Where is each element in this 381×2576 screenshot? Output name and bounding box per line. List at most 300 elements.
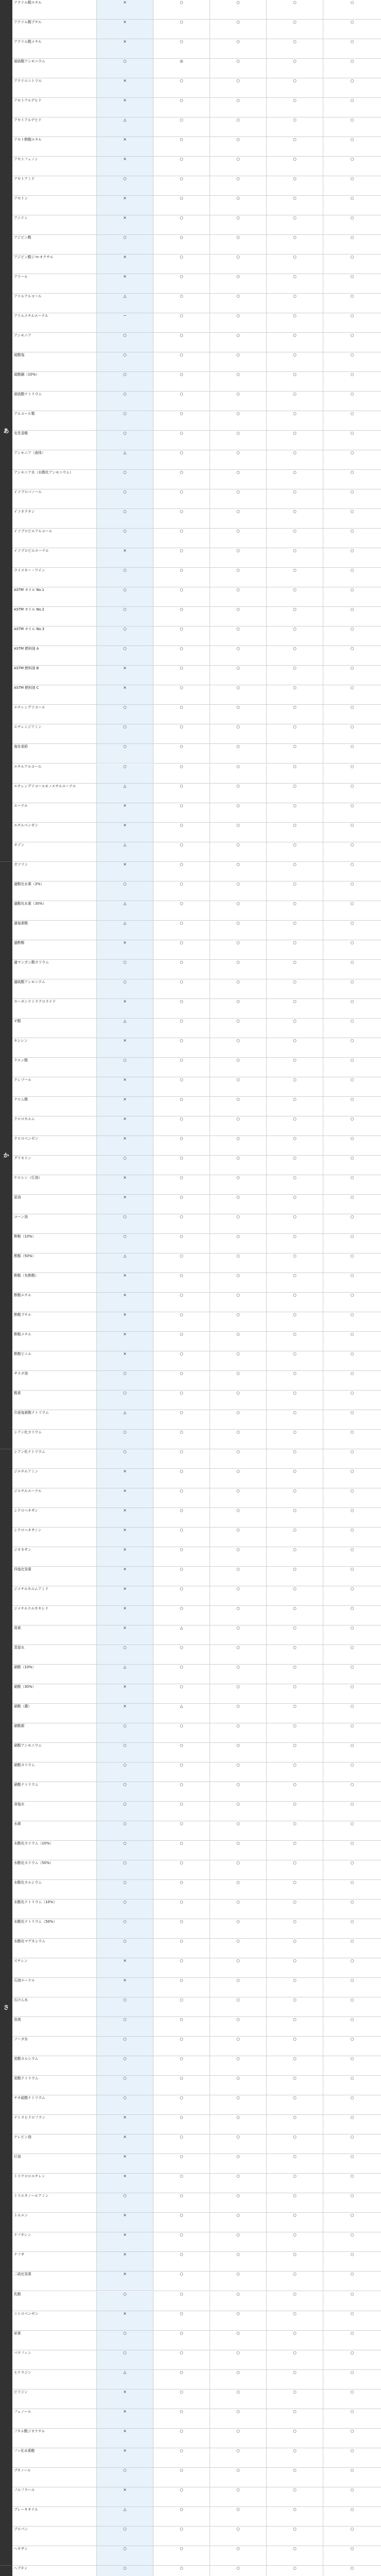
chemical-name: 次亜塩素酸ナトリウム [12, 1410, 97, 1429]
rating-cell: ○ [210, 1723, 267, 1742]
rating-cell: ○ [323, 1488, 381, 1507]
rating-cell: △ [97, 1410, 153, 1429]
rating-cell: ○ [323, 1860, 381, 1879]
rating-cell: ○ [97, 979, 153, 998]
table-row [0, 2154, 381, 2174]
rating-cell: ○ [153, 2468, 210, 2487]
rating-cell: ○ [210, 1488, 267, 1507]
rating-cell: ○ [153, 1058, 210, 1077]
table-row [0, 1743, 381, 1762]
rating-cell: ○ [323, 2115, 381, 2134]
rating-cell: ○ [210, 489, 267, 509]
rating-cell: ○ [267, 470, 323, 489]
chemical-name: アセトアルデヒド [12, 117, 97, 137]
rating-cell: ○ [210, 450, 267, 469]
rating-cell: ○ [267, 1978, 323, 1997]
rating-cell: ○ [97, 1900, 153, 1919]
rating-cell: ○ [323, 255, 381, 274]
rating-cell: ○ [323, 1625, 381, 1645]
rating-cell: ○ [153, 1077, 210, 1096]
rating-cell: ○ [97, 372, 153, 391]
chemical-name: シクロヘキサノン [12, 1528, 97, 1547]
rating-cell: × [97, 1351, 153, 1370]
rating-cell: ○ [153, 1038, 210, 1057]
table-row [0, 255, 381, 274]
rating-cell: ○ [210, 1860, 267, 1879]
rating-cell: ○ [210, 1841, 267, 1860]
rating-cell: ○ [210, 979, 267, 998]
rating-cell: ○ [210, 940, 267, 959]
rating-cell: ○ [267, 1841, 323, 1860]
rating-cell: ○ [323, 2389, 381, 2409]
rating-cell: ○ [323, 2487, 381, 2506]
table-row [0, 2566, 381, 2576]
chemical-name: アンモニア（液体） [12, 450, 97, 469]
table-row [0, 1312, 381, 1332]
rating-cell: ○ [323, 1214, 381, 1233]
rating-cell: ○ [210, 2350, 267, 2369]
rating-cell: ○ [97, 470, 153, 489]
rating-cell: ○ [153, 1880, 210, 1899]
rating-cell: × [97, 2174, 153, 2193]
chemical-name: エチレングリコールモノエチルエーテル [12, 784, 97, 803]
rating-cell: ○ [210, 1645, 267, 1664]
rating-cell: ○ [323, 294, 381, 313]
rating-cell: ○ [153, 2076, 210, 2095]
rating-cell: ○ [210, 960, 267, 979]
rating-cell: × [97, 1136, 153, 1155]
rating-cell: × [97, 1175, 153, 1194]
rating-cell: ○ [97, 960, 153, 979]
rating-cell: ○ [97, 705, 153, 724]
rating-cell: ○ [210, 98, 267, 117]
rating-cell: ○ [323, 901, 381, 920]
chemical-name: プロパン [12, 2527, 97, 2546]
rating-cell: ○ [267, 1821, 323, 1840]
rating-cell: ○ [267, 1136, 323, 1155]
rating-cell: ○ [153, 176, 210, 195]
rating-cell: ○ [323, 1273, 381, 1292]
rating-cell: ○ [153, 2566, 210, 2576]
table-row [0, 274, 381, 294]
rating-cell: ○ [267, 1919, 323, 1938]
rating-cell: ○ [323, 1253, 381, 1273]
rating-cell: ○ [267, 1528, 323, 1547]
rating-cell: ○ [153, 1900, 210, 1919]
rating-cell: × [97, 1606, 153, 1625]
chemical-name: 硝酸（30%） [12, 1684, 97, 1703]
rating-cell: × [97, 1547, 153, 1566]
rating-cell: ○ [267, 2311, 323, 2330]
rating-cell: ○ [153, 1919, 210, 1938]
rating-cell: ○ [267, 1156, 323, 1175]
rating-cell: ○ [210, 1195, 267, 1214]
table-row [0, 2487, 381, 2507]
rating-cell: ○ [323, 1978, 381, 1997]
table-row [0, 1665, 381, 1684]
table-row [0, 1782, 381, 1802]
rating-cell: ○ [153, 705, 210, 724]
table-row [0, 0, 381, 20]
rating-cell: ○ [323, 470, 381, 489]
rating-cell: ○ [267, 39, 323, 58]
rating-cell: ○ [153, 2507, 210, 2526]
rating-cell: ○ [153, 1782, 210, 1801]
rating-cell: ○ [153, 1802, 210, 1821]
table-row [0, 352, 381, 372]
rating-cell: ○ [210, 1782, 267, 1801]
rating-cell: ○ [210, 1038, 267, 1057]
rating-cell: ○ [267, 1625, 323, 1645]
rating-cell: ○ [267, 2448, 323, 2467]
rating-cell: ○ [323, 724, 381, 743]
rating-cell: ○ [153, 1978, 210, 1997]
table-row [0, 509, 381, 529]
chemical-name: ガソリン [12, 862, 97, 881]
rating-cell: ○ [97, 235, 153, 254]
chemical-name: 乳酸 [12, 2292, 97, 2311]
rating-cell: ○ [267, 509, 323, 528]
rating-cell: ○ [267, 1900, 323, 1919]
rating-cell: ○ [267, 2409, 323, 2428]
rating-cell: ○ [323, 509, 381, 528]
rating-cell: ○ [267, 548, 323, 567]
table-row [0, 2331, 381, 2350]
rating-cell: ○ [153, 960, 210, 979]
chemical-name: ジメチルスルホキシド [12, 1606, 97, 1625]
rating-cell: × [97, 666, 153, 685]
rating-cell: ○ [97, 2095, 153, 2114]
rating-cell: ○ [210, 274, 267, 293]
rating-cell: ○ [323, 960, 381, 979]
rating-cell: ○ [267, 2370, 323, 2389]
group-label: あ [0, 0, 12, 862]
rating-cell: ○ [153, 2311, 210, 2330]
rating-cell: ○ [210, 196, 267, 215]
rating-cell: ○ [267, 1116, 323, 1136]
chemical-name: 酢酸（50%） [12, 1253, 97, 1273]
rating-cell: ○ [153, 1273, 210, 1292]
rating-cell: ○ [267, 2252, 323, 2271]
chemical-name: 原油 [12, 1195, 97, 1214]
rating-cell: ○ [267, 882, 323, 901]
table-row [0, 2076, 381, 2095]
rating-cell: ○ [210, 2174, 267, 2193]
rating-cell: ○ [323, 2134, 381, 2154]
rating-cell: ○ [210, 352, 267, 371]
rating-cell: ○ [267, 1195, 323, 1214]
chemical-name: 水酸化ナトリウム（50%） [12, 1919, 97, 1938]
rating-cell: ○ [267, 1449, 323, 1468]
rating-cell: ○ [153, 2389, 210, 2409]
rating-cell: ○ [153, 1547, 210, 1566]
rating-cell: ○ [153, 921, 210, 940]
rating-cell: ○ [210, 2292, 267, 2311]
rating-cell: ○ [97, 1449, 153, 1468]
rating-cell: △ [97, 784, 153, 803]
rating-cell: × [97, 2232, 153, 2251]
table-row [0, 979, 381, 999]
rating-cell: ○ [323, 1469, 381, 1488]
rating-cell: ○ [210, 1684, 267, 1703]
group-label: さ [0, 1449, 12, 2566]
rating-cell: ○ [153, 1332, 210, 1351]
rating-cell: ○ [267, 2429, 323, 2448]
rating-cell: ○ [323, 450, 381, 469]
rating-cell: ○ [267, 372, 323, 391]
rating-cell: × [97, 2154, 153, 2173]
chemical-name: 過酸化水素（3%） [12, 882, 97, 901]
rating-cell: ○ [210, 784, 267, 803]
rating-cell: ○ [153, 2037, 210, 2056]
rating-cell: ○ [267, 568, 323, 587]
rating-cell: ○ [210, 2311, 267, 2330]
rating-cell: ○ [323, 1508, 381, 1527]
chemical-name: 水銀 [12, 1821, 97, 1840]
rating-cell: ○ [97, 744, 153, 763]
rating-cell: × [97, 1488, 153, 1507]
table-row [0, 1449, 381, 1469]
rating-cell: △ [97, 2370, 153, 2389]
rating-cell: ○ [153, 587, 210, 606]
rating-cell: × [97, 2389, 153, 2409]
rating-cell: ○ [97, 333, 153, 352]
rating-cell: ○ [210, 1332, 267, 1351]
rating-cell: ○ [210, 1136, 267, 1155]
rating-cell: × [97, 685, 153, 704]
table-row [0, 1997, 381, 2017]
rating-cell: ○ [323, 1665, 381, 1684]
rating-cell: ○ [323, 98, 381, 117]
rating-cell: ○ [97, 1058, 153, 1077]
rating-cell: ○ [210, 2389, 267, 2409]
rating-cell: ○ [267, 1332, 323, 1351]
rating-cell: ○ [323, 1410, 381, 1429]
chemical-name: カーボンテトラクロライド [12, 999, 97, 1018]
rating-cell: ○ [153, 2409, 210, 2428]
table-row [0, 489, 381, 509]
table-row [0, 2409, 381, 2429]
rating-cell: ○ [267, 842, 323, 861]
rating-cell: ○ [323, 1293, 381, 1312]
rating-cell: ○ [153, 137, 210, 156]
rating-cell: ○ [210, 157, 267, 176]
table-row [0, 2174, 381, 2193]
rating-cell: ○ [153, 2115, 210, 2134]
rating-cell: ○ [210, 1430, 267, 1449]
chemical-name: アリール [12, 274, 97, 293]
table-row [0, 20, 381, 39]
rating-cell: ○ [210, 1586, 267, 1605]
rating-cell: △ [97, 901, 153, 920]
chemical-name: トリエタノールアミン [12, 2193, 97, 2212]
rating-cell: ○ [323, 1900, 381, 1919]
rating-cell: ○ [97, 1430, 153, 1449]
rating-cell: ○ [210, 2429, 267, 2448]
rating-cell: ○ [153, 1762, 210, 1782]
chemical-name: ブタノール [12, 2468, 97, 2487]
rating-cell: ○ [210, 333, 267, 352]
rating-cell: × [97, 1038, 153, 1057]
rating-cell: △ [153, 1704, 210, 1723]
rating-cell: ○ [323, 1430, 381, 1449]
chemical-name: 臭素 [12, 1625, 97, 1645]
rating-cell: ○ [153, 979, 210, 998]
table-row [0, 784, 381, 803]
rating-cell: ○ [97, 2037, 153, 2056]
rating-cell: ○ [153, 1351, 210, 1370]
chemical-name: 尿素 [12, 2331, 97, 2350]
rating-cell: ○ [267, 803, 323, 822]
rating-cell: × [97, 0, 153, 19]
chemical-name: 硫酸塩 [12, 352, 97, 371]
table-row [0, 705, 381, 724]
rating-cell: ○ [323, 2056, 381, 2075]
rating-cell: ○ [267, 2331, 323, 2350]
rating-cell: ○ [210, 2272, 267, 2291]
rating-cell: ○ [267, 2389, 323, 2409]
rating-cell: ○ [153, 999, 210, 1018]
table-row [0, 1175, 381, 1195]
chemical-name: アセトアルデヒド [12, 98, 97, 117]
table-row [0, 1547, 381, 1567]
chemical-name: クエン酸 [12, 1058, 97, 1077]
rating-cell: ○ [323, 1136, 381, 1155]
rating-cell: ○ [323, 2350, 381, 2369]
rating-cell: ○ [210, 1469, 267, 1488]
chemical-name: 硝酸ナトリウム [12, 1782, 97, 1801]
rating-cell: ○ [267, 1782, 323, 1801]
table-row [0, 685, 381, 705]
rating-cell: ○ [267, 1312, 323, 1331]
rating-cell: ○ [267, 1704, 323, 1723]
chemical-name: 過塩素酸 [12, 921, 97, 940]
rating-cell: ○ [210, 1547, 267, 1566]
chemical-name: フェノール [12, 2409, 97, 2428]
rating-cell: ○ [153, 1821, 210, 1840]
rating-cell: × [97, 274, 153, 293]
chemical-name: エーテル [12, 803, 97, 822]
table-row [0, 411, 381, 431]
chemical-name: ジエチルエーテル [12, 1488, 97, 1507]
rating-cell: ○ [153, 235, 210, 254]
rating-cell: ○ [210, 1410, 267, 1429]
chemical-name: ASTM オイル No.1 [12, 587, 97, 606]
rating-cell: ○ [210, 470, 267, 489]
rating-cell: ○ [153, 1997, 210, 2016]
rating-cell: × [97, 1469, 153, 1488]
rating-cell: ○ [267, 764, 323, 783]
rating-cell: × [97, 1684, 153, 1703]
rating-cell: ○ [323, 0, 381, 19]
rating-cell: ○ [323, 1704, 381, 1723]
rating-cell: ○ [153, 1860, 210, 1879]
rating-cell: ○ [210, 2213, 267, 2232]
rating-cell: ○ [153, 646, 210, 665]
rating-cell: ○ [97, 2546, 153, 2565]
rating-cell: ○ [267, 489, 323, 509]
table-row [0, 176, 381, 196]
table-row [0, 1704, 381, 1723]
rating-cell: × [97, 1528, 153, 1547]
rating-cell: ○ [323, 196, 381, 215]
rating-cell: ○ [153, 1508, 210, 1527]
rating-cell: ○ [267, 685, 323, 704]
chemical-name: 水酸化ナトリウム（10%） [12, 1900, 97, 1919]
chemical-name: 石油エーテル [12, 1978, 97, 1997]
rating-cell: × [97, 1077, 153, 1096]
table-row [0, 450, 381, 470]
rating-cell: × [97, 1508, 153, 1527]
rating-cell: ○ [267, 59, 323, 78]
rating-cell: ○ [153, 1586, 210, 1605]
rating-cell: ○ [210, 411, 267, 430]
rating-cell: ○ [210, 2546, 267, 2565]
table-row [0, 59, 381, 78]
rating-cell: ○ [97, 1939, 153, 1958]
table-row [0, 215, 381, 235]
chemical-name: ASTM 燃料油 A [12, 646, 97, 665]
rating-cell: ○ [267, 705, 323, 724]
rating-cell: × [97, 2213, 153, 2232]
table-row [0, 1234, 381, 1253]
rating-cell: ○ [97, 1880, 153, 1899]
rating-cell: ○ [267, 352, 323, 371]
rating-cell: ○ [323, 1939, 381, 1958]
table-row [0, 2056, 381, 2076]
table-row [0, 196, 381, 215]
rating-cell: ○ [267, 1939, 323, 1958]
chemical-name: シクロヘキサン [12, 1508, 97, 1527]
rating-cell: ○ [267, 2272, 323, 2291]
rating-cell: ○ [323, 2154, 381, 2173]
rating-cell: × [97, 1195, 153, 1214]
rating-cell: ○ [267, 157, 323, 176]
table-row [0, 1136, 381, 1156]
rating-cell: △ [97, 2507, 153, 2526]
rating-cell: ○ [210, 1880, 267, 1899]
rating-cell: ○ [153, 823, 210, 842]
rating-cell: ○ [153, 2487, 210, 2506]
rating-cell: ○ [97, 1841, 153, 1860]
rating-cell: ○ [267, 1997, 323, 2016]
rating-cell: ○ [323, 1645, 381, 1664]
rating-cell: ○ [97, 529, 153, 548]
rating-cell: ○ [323, 2468, 381, 2487]
rating-cell: × [97, 157, 153, 176]
rating-cell: ○ [210, 215, 267, 234]
rating-cell: △ [97, 294, 153, 313]
rating-cell: ○ [267, 2095, 323, 2114]
rating-cell: ○ [97, 1802, 153, 1821]
table-row [0, 1684, 381, 1704]
rating-cell: ○ [210, 921, 267, 940]
rating-cell: ○ [267, 20, 323, 39]
rating-cell: ○ [323, 1312, 381, 1331]
chemical-name: ヘキサン [12, 2546, 97, 2565]
rating-cell: ○ [97, 176, 153, 195]
rating-cell: ○ [323, 2232, 381, 2251]
rating-cell: ○ [323, 823, 381, 842]
rating-cell: ○ [323, 1997, 381, 2016]
table-row [0, 1156, 381, 1175]
rating-cell: ○ [323, 117, 381, 137]
rating-cell: ○ [153, 2370, 210, 2389]
table-row [0, 2546, 381, 2566]
rating-cell: △ [97, 117, 153, 137]
rating-cell: ○ [323, 2037, 381, 2056]
table-row [0, 724, 381, 744]
